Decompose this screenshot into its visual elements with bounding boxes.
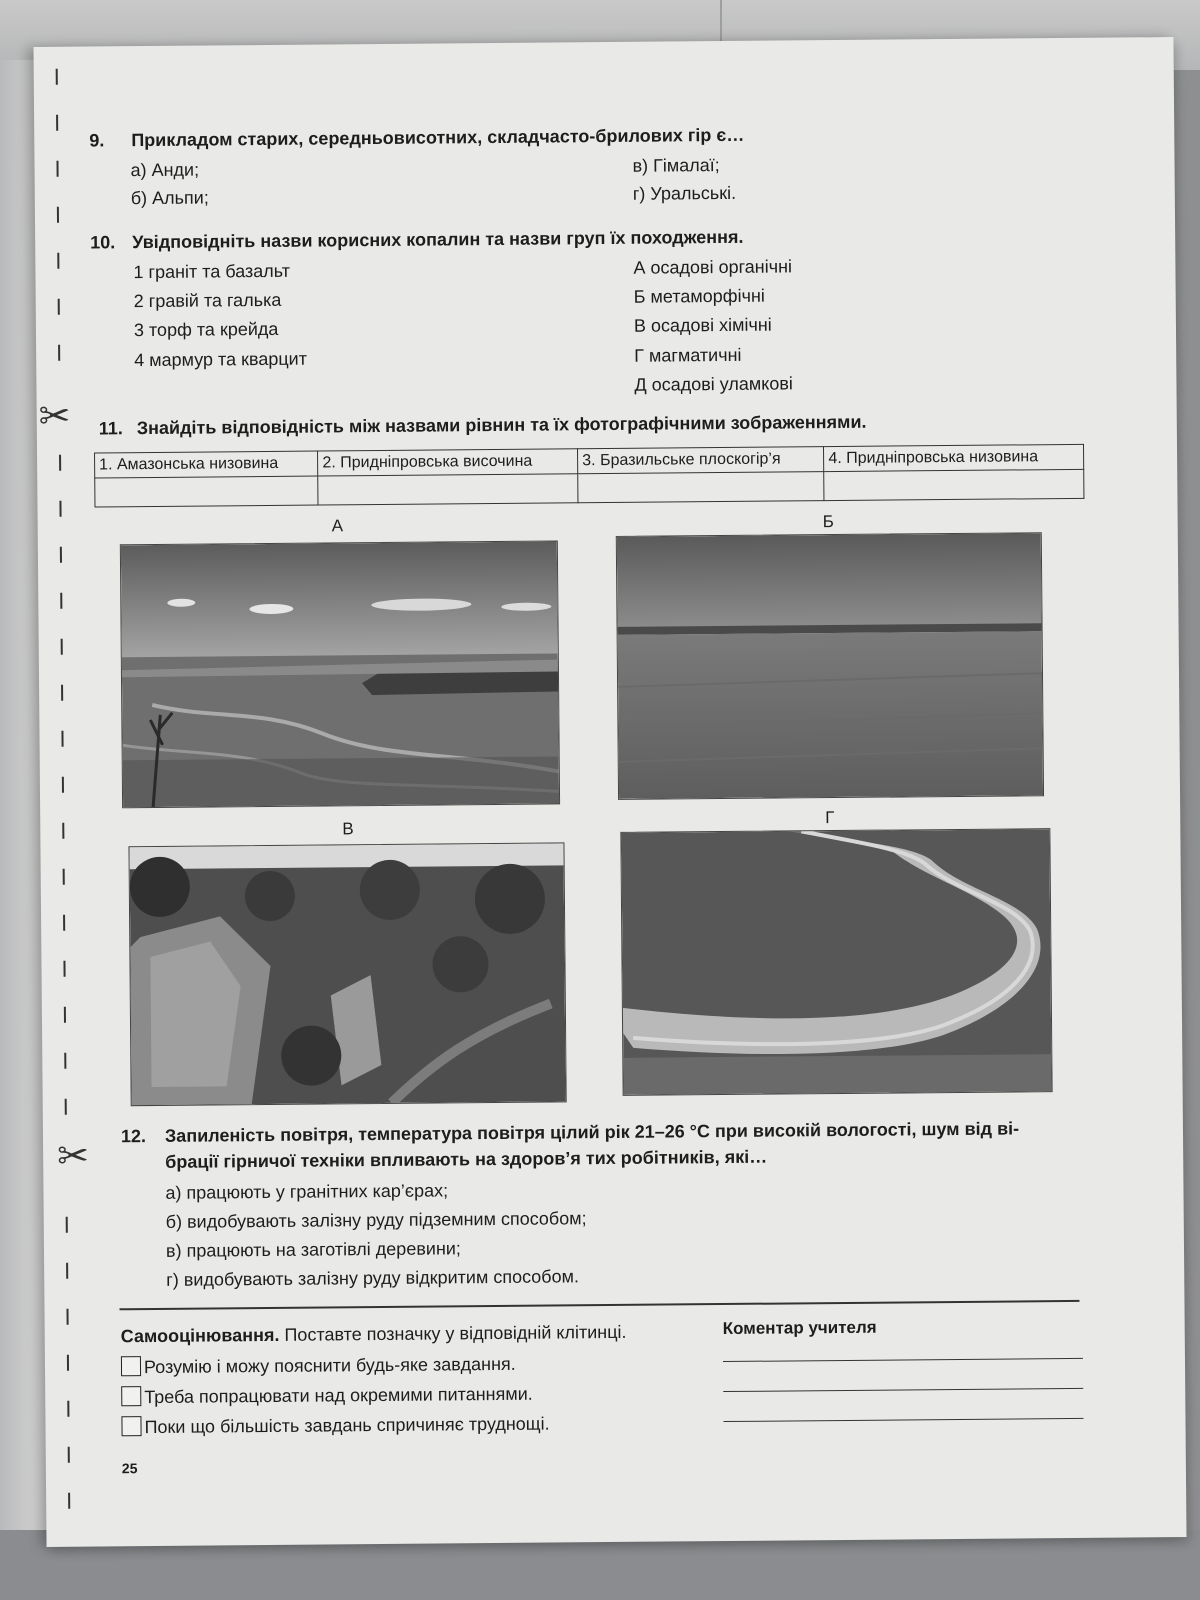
origin-group: В осадові хімічні [633, 314, 772, 336]
photo-g-river-lowland [620, 828, 1052, 1096]
photo-v-upland [128, 842, 566, 1106]
question-9 [89, 122, 1089, 152]
self-assessment-instruction: Поставте позначку у відповідній клітинці. [284, 1321, 627, 1345]
table-header-cell: 4. Придніпровська низовина [824, 444, 1084, 471]
photo-b-lowland [616, 532, 1044, 800]
photo-v-image [129, 843, 565, 1105]
mineral-item: 3 торф та крейда [133, 318, 279, 341]
origin-group: Д осадові уламкові [634, 373, 793, 395]
cut-mark [63, 961, 65, 977]
photo-label: В [342, 819, 354, 839]
answer-cell[interactable] [578, 472, 824, 503]
cut-mark [66, 1263, 68, 1279]
answer-cell[interactable] [318, 474, 578, 505]
cut-mark [63, 915, 65, 931]
photo-label: Б [822, 512, 834, 532]
question-text: Знайдіть відповідність між назвами рівнин та їх фотографічними зображеннями. [136, 411, 867, 439]
question-number: 12. [120, 1126, 147, 1147]
answer-option: в) працюють на заготівлі деревини; [165, 1238, 461, 1261]
question-number: 9. [89, 130, 105, 151]
cut-mark [62, 777, 64, 793]
table-header-cell: 2. Придніпровська височина [318, 449, 578, 476]
photo-label: Г [825, 808, 835, 828]
question-11 [99, 410, 1099, 440]
cut-mark [61, 731, 63, 747]
question-number: 10. [90, 232, 116, 253]
cut-mark [58, 299, 60, 315]
photo-b-image [617, 533, 1043, 799]
cut-mark [66, 1217, 68, 1233]
checkbox[interactable] [121, 1416, 141, 1436]
question-10 [90, 224, 1090, 254]
origin-group: Б метаморфічні [633, 285, 765, 307]
self-assessment-option [121, 1383, 533, 1409]
self-assessment-title: Самооцінювання. [120, 1324, 280, 1347]
cut-mark [63, 869, 65, 885]
section-divider [119, 1300, 1079, 1310]
answer-cell[interactable] [95, 476, 319, 507]
photo-a-plateau [120, 540, 560, 808]
answer-option: а) Анди; [130, 159, 200, 181]
origin-group: Г магматичні [634, 344, 742, 366]
photo-a-image [121, 541, 559, 807]
cut-mark [68, 1493, 70, 1509]
checkbox[interactable] [121, 1386, 141, 1406]
option-label: Поки що більшість завдань спричиняє труднощі. [144, 1413, 550, 1438]
workbook-page [33, 37, 1186, 1547]
question-12 [121, 1117, 1171, 1147]
cut-mark [59, 501, 61, 517]
answer-option: б) видобувають залізну руду підземним способом; [165, 1208, 587, 1232]
cut-mark [66, 1309, 68, 1325]
question-text: Прикладом старих, середньовисотних, складчасто-брилових гір є… [131, 124, 745, 151]
option-label: Розумію і можу пояснити будь-яке завдання. [143, 1353, 516, 1378]
option-label: Треба попрацювати над окремими питаннями. [144, 1383, 533, 1408]
question-text-line2: брації гірничої техніки впливають на здоров’я тих робітників, які… [165, 1146, 768, 1172]
cut-mark [67, 1401, 69, 1417]
self-assessment-heading [121, 1322, 627, 1347]
self-assessment-option [121, 1413, 549, 1439]
question-number: 11. [98, 418, 123, 439]
cut-mark [67, 1355, 69, 1371]
scissors-icon: ✂ [38, 393, 71, 438]
cut-mark [58, 345, 60, 361]
cut-mark [68, 1447, 70, 1463]
cut-mark [56, 115, 58, 131]
cut-mark [57, 207, 59, 223]
scissors-icon: ✂ [56, 1133, 90, 1178]
table-header-cell: 1. Амазонська низовина [95, 451, 319, 478]
answer-cell[interactable] [824, 469, 1084, 500]
teacher-comment-line[interactable] [723, 1358, 1083, 1362]
teacher-comment-line[interactable] [723, 1388, 1083, 1392]
checkbox[interactable] [121, 1356, 141, 1376]
cut-mark [57, 253, 59, 269]
page-number: 25 [121, 1460, 138, 1477]
cut-mark [60, 593, 62, 609]
answer-option: в) Гімалаї; [632, 155, 720, 176]
self-assessment-option [121, 1353, 516, 1378]
cut-mark [60, 547, 62, 563]
mineral-item: 1 граніт та базальт [133, 260, 291, 283]
table-header-cell: 3. Бразильське плоскогір’я [578, 447, 824, 474]
cut-mark [61, 639, 63, 655]
mineral-item: 2 гравій та галька [133, 289, 282, 312]
cut-mark [64, 1007, 66, 1023]
origin-group: А осадові органічні [633, 256, 793, 278]
photo-g-image [621, 829, 1051, 1095]
cut-mark [62, 823, 64, 839]
question-text: Увідповідніть назви корисних копалин та назви груп їх походження. [132, 226, 744, 253]
photo-label: А [331, 516, 344, 536]
cut-mark [59, 455, 61, 471]
cut-mark [64, 1053, 66, 1069]
answer-option: а) працюють у гранітних кар’єрах; [165, 1180, 449, 1203]
answer-option: б) Альпи; [130, 187, 209, 209]
cut-mark [61, 685, 63, 701]
teacher-comment-label: Коментар учителя [722, 1317, 877, 1339]
teacher-comment-line[interactable] [723, 1418, 1083, 1422]
cut-mark [56, 69, 58, 85]
cut-mark [56, 161, 58, 177]
answer-option: г) видобувають залізну руду відкритим способом. [166, 1266, 580, 1290]
mineral-item: 4 мармур та кварцит [134, 348, 308, 371]
cut-mark [65, 1099, 67, 1115]
question-text-line1: Запиленість повітря, температура повітря цілий рік 21–26 °С при високій вологості, шум від ві- [164, 1118, 1020, 1146]
answer-option: г) Уральські. [632, 182, 737, 204]
matching-table [94, 444, 1084, 508]
